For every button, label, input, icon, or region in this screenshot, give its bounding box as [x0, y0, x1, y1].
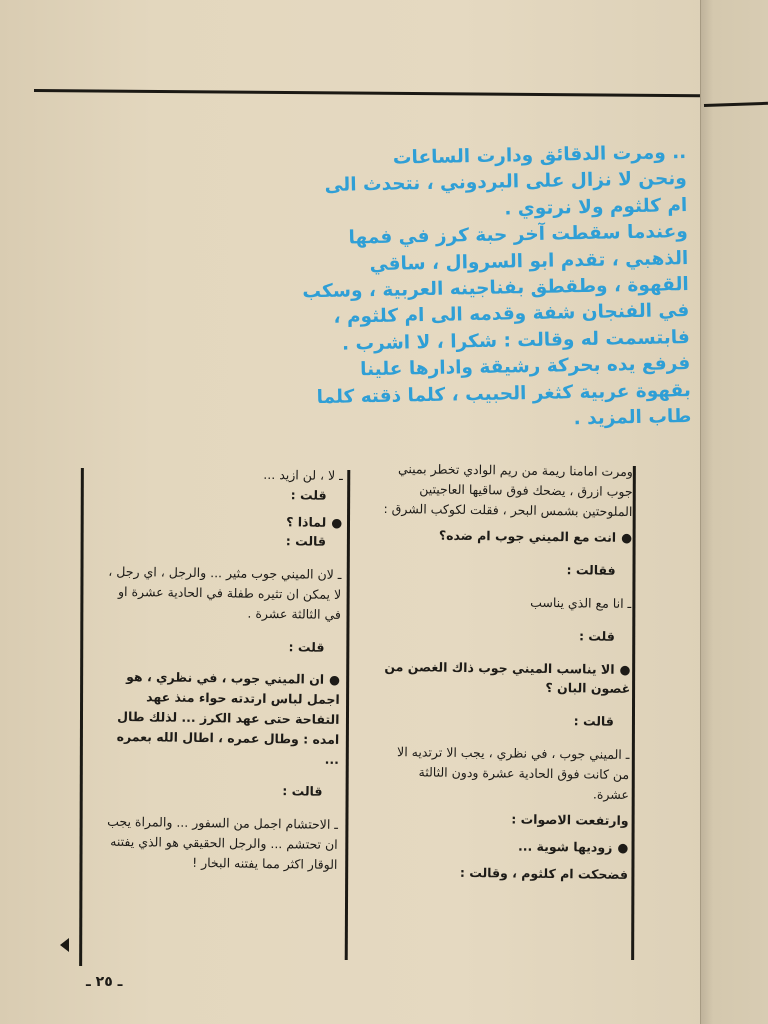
question-paragraph: ● ان الميني جوب ، في نظري ، هو اجمل لباس ارتدته حواء منذ عهد التفاحة حتى عهد الكرز ... لذلك طال امده : وطال عمره ، اطال الله بعمره ...	[99, 667, 340, 769]
speaker-label: قلت :	[288, 638, 325, 655]
answer-paragraph: ـ لا ، لن ازيد ...	[263, 466, 343, 483]
intro-line: الذهبي ، تقدم ابو السروال ، ساقي	[369, 247, 689, 275]
intro-line: ونحن لا نزال على البردوني ، نتحدث الى	[324, 168, 687, 197]
question-paragraph: ● انت مع الميني جوب ام ضده؟	[382, 525, 632, 548]
column-rule-left	[79, 468, 84, 966]
answer-paragraph: ـ انا مع الذي يناسب	[530, 594, 632, 611]
intro-line: ام كلثوم ولا نرتوي .	[504, 194, 688, 220]
question-paragraph: ● زوديها شوية ...	[378, 835, 628, 858]
intro-line: فابتسمت له وقالت : شكرا ، لا اشرب .	[341, 326, 690, 355]
question-paragraph: ● الا يناسب الميني جوب ذاك الغصن من غصون البان ؟	[380, 657, 630, 700]
narrative-paragraph: فضحكت ام كلثوم ، وقالت :	[459, 864, 629, 882]
intro-line: بقهوة عربية كثغر الحبيب ، كلما ذقته كلما	[316, 379, 692, 408]
speaker-label: قالت :	[285, 533, 327, 550]
left-column	[97, 463, 343, 875]
intro-line: القهوة ، وطقطق بفناجينه العربية ، وسكب	[302, 274, 689, 303]
speaker-label: قالت :	[282, 783, 323, 800]
intro-paragraph	[216, 140, 691, 439]
speaker-label: قالت :	[573, 713, 614, 729]
adjacent-page-edge	[700, 0, 768, 1024]
column-rule-middle	[345, 470, 351, 960]
answer-paragraph: ـ الميني جوب ، في نظري ، يجب الا ترتديه الا من كانت فوق الحادية عشرة ودون الثالثة عشرة.	[397, 744, 630, 802]
intro-line: طاب المزيد .	[573, 406, 692, 430]
speaker-label: قلت :	[578, 628, 615, 644]
intro-line: .. ومرت الدقائق ودارت الساعات	[392, 141, 687, 169]
page-number: ـ ٢٥ ـ	[86, 974, 123, 990]
right-column	[378, 459, 633, 885]
speaker-label: قلت :	[290, 487, 327, 503]
continue-arrow-icon	[60, 938, 69, 952]
question-paragraph: ● لماذا ؟	[102, 509, 342, 532]
top-rule	[34, 89, 700, 97]
intro-line: في الفنجان شفة وقدمه الى ام كلثوم ،	[333, 300, 690, 329]
intro-line: وعندما سقطت آخر حبة كرز في فمها	[348, 221, 688, 249]
answer-paragraph: ـ لان الميني جوب مثير ... والرجل ، اي رجل ، لا يمكن ان تثيره طفلة في الحادية عشرة او في الثالثة عشرة .	[108, 563, 342, 622]
answer-paragraph: ـ الاحتشام اجمل من السفور ... والمراة يجب ان تحتشم ... والرجل الحقيقي هو الذي يفتنه الوقار اكثر مما يفتنه البخار !	[107, 813, 339, 872]
narrative-paragraph: وارتفعت الاصوات :	[511, 811, 629, 829]
narrative-paragraph: ومرت امامنا ريمة من ريم الوادي تخطر بميني جوب ازرق ، يضحك فوق ساقيها العاجيتين الملوحتين بشمس البحر ، فقلت لكوكب الشرق :	[383, 461, 633, 519]
speaker-label: فقالت :	[566, 562, 616, 578]
intro-line: فرفع يده بحركة رشيقة وادارها علينا	[359, 353, 691, 381]
